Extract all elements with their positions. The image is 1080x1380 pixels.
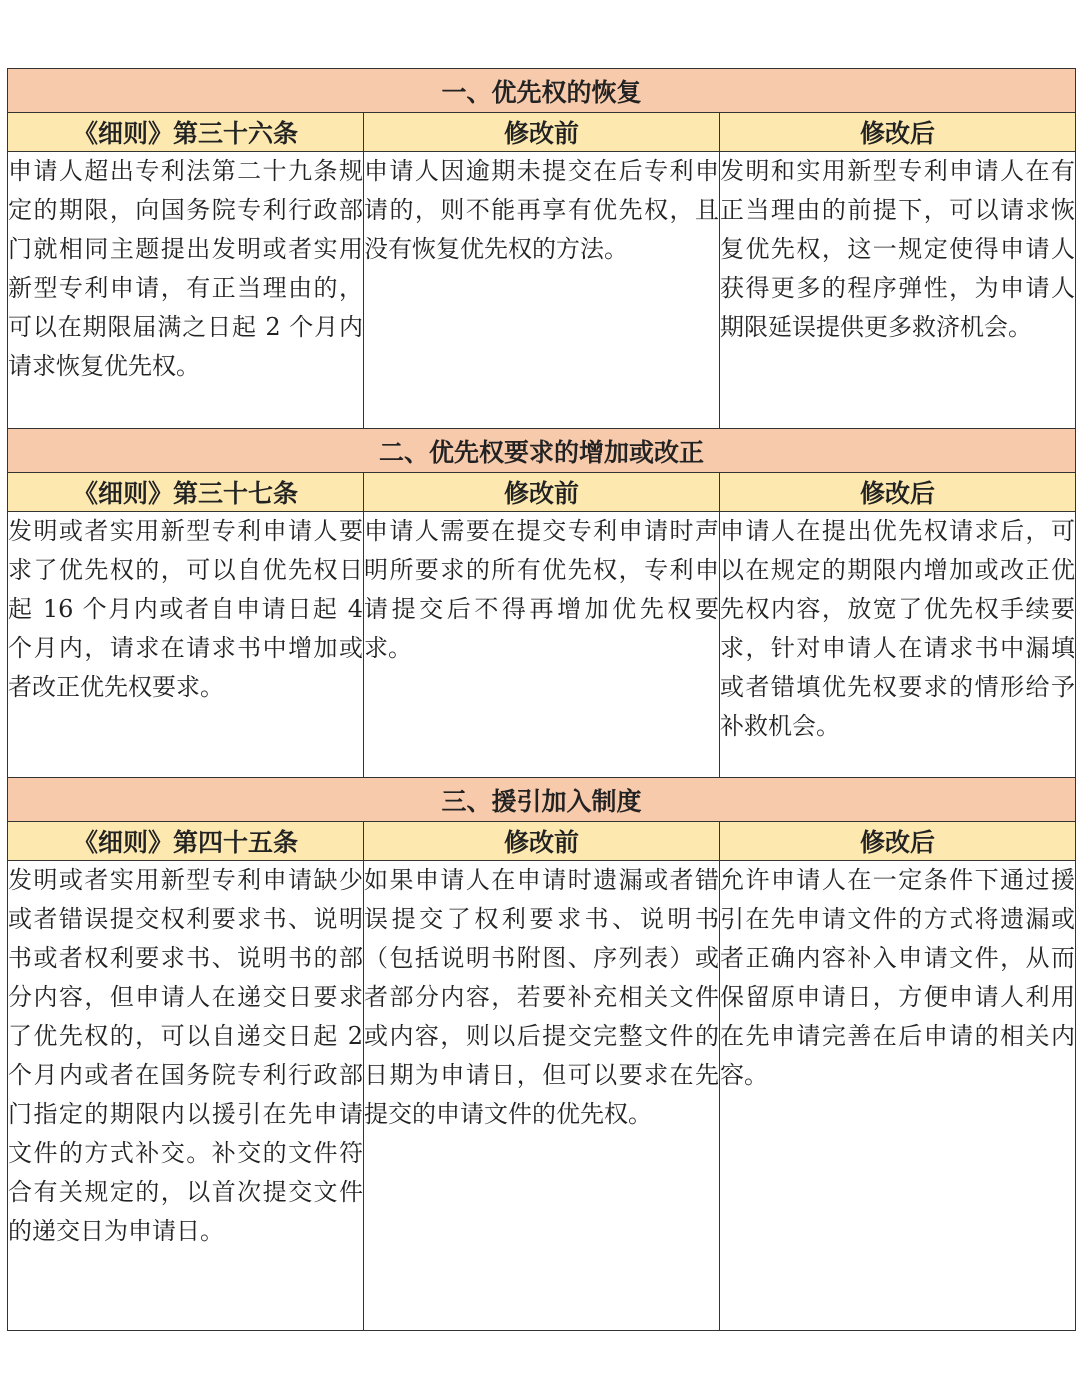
column-header-after: 修改后 [720,473,1076,512]
content-row [8,512,1076,778]
column-header-after: 修改后 [720,822,1076,861]
before-cell [364,152,720,429]
after-cell [720,152,1076,429]
section-title: 三、援引加入制度 [8,778,1076,822]
before-cell [364,512,720,778]
column-header-article: 《细则》第三十六条 [8,113,364,152]
section-title-row [8,69,1076,113]
section-title: 二、优先权要求的增加或改正 [8,429,1076,473]
column-header-row [8,473,1076,512]
before-text: 申请人需要在提交专利申请时声明所要求的所有优先权，专利申请提交后不得再增加优先权要求。 [364,517,719,662]
column-header-before: 修改前 [364,473,720,512]
comparison-table [7,68,1076,1331]
column-header-row [8,822,1076,861]
before-text: 如果申请人在申请时遗漏或者错误提交了权利要求书、说明书（包括说明书附图、序列表）或者部分内容，若要补充相关文件或内容，则以后提交完整文件的日期为申请日，但可以要求在先提交的申请文件的优先权。 [364,866,719,1128]
before-cell [364,861,720,1331]
column-header-row [8,113,1076,152]
after-cell [720,512,1076,778]
article-text: 发明或者实用新型专利申请缺少或者错误提交权利要求书、说明书或者权利要求书、说明书的部分内容，但申请人在递交日要求了优先权的，可以自递交日起 2 个月内或者在国务院专利行政部门指定的期限内以援引在先申请文件的方式补交。补交的文件符合有关规定的，以首次提交文件的递交日为申请日。 [8,866,363,1245]
after-text: 发明和实用新型专利申请人在有正当理由的前提下，可以请求恢复优先权，这一规定使得申请人获得更多的程序弹性，为申请人期限延误提供更多救济机会。 [720,157,1076,341]
section-title-row [8,429,1076,473]
article-cell [8,152,364,429]
section-title: 一、优先权的恢复 [8,69,1076,113]
column-header-article: 《细则》第四十五条 [8,822,364,861]
column-header-before: 修改前 [364,822,720,861]
after-cell [720,861,1076,1331]
article-text: 发明或者实用新型专利申请人要求了优先权的，可以自优先权日起 16 个月内或者自申请日起 4 个月内，请求在请求书中增加或者改正优先权要求。 [8,517,363,701]
before-text: 申请人因逾期未提交在后专利申请的，则不能再享有优先权，且没有恢复优先权的方法。 [364,157,719,263]
content-row [8,861,1076,1331]
column-header-after: 修改后 [720,113,1076,152]
after-text: 允许申请人在一定条件下通过援引在先申请文件的方式将遗漏或者正确内容补入申请文件，从而保留原申请日，方便申请人利用在先申请完善在后申请的相关内容。 [720,866,1076,1089]
after-text: 申请人在提出优先权请求后，可以在规定的期限内增加或改正优先权内容，放宽了优先权手续要求，针对申请人在请求书中漏填或者错填优先权要求的情形给予补救机会。 [720,517,1076,740]
article-cell [8,512,364,778]
content-row [8,152,1076,429]
section-title-row [8,778,1076,822]
article-cell [8,861,364,1331]
article-text: 申请人超出专利法第二十九条规定的期限，向国务院专利行政部门就相同主题提出发明或者实用新型专利申请，有正当理由的，可以在期限届满之日起 2 个月内请求恢复优先权。 [8,157,363,380]
column-header-before: 修改前 [364,113,720,152]
column-header-article: 《细则》第三十七条 [8,473,364,512]
